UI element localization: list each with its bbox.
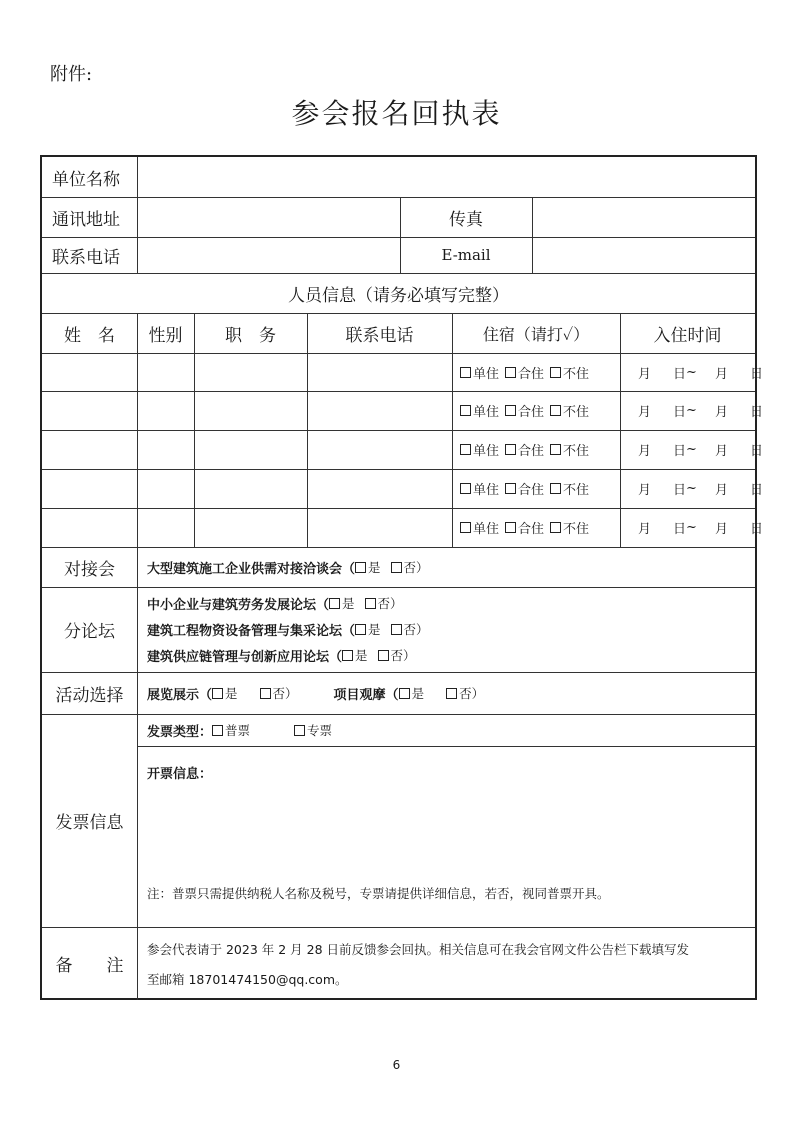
unit-name-label: 单位名称 bbox=[52, 169, 120, 190]
checkin-date-range[interactable] bbox=[620, 353, 763, 391]
forum-item bbox=[147, 617, 747, 641]
forum-no-label: 否） bbox=[403, 622, 429, 637]
checkin-date-range[interactable] bbox=[620, 469, 763, 508]
email-label: E-mail bbox=[441, 246, 491, 264]
col-title: 职 务 bbox=[225, 325, 276, 346]
person-name-field[interactable] bbox=[42, 391, 137, 430]
date-part-tilde: ~ bbox=[686, 442, 697, 457]
date-part-day: 日 bbox=[673, 444, 687, 459]
activities-options bbox=[147, 672, 747, 714]
registration-form bbox=[40, 155, 763, 1000]
checkbox-icon[interactable] bbox=[550, 367, 561, 378]
accommodation-option-label: 不住 bbox=[563, 366, 590, 382]
date-part-day: 日 bbox=[749, 483, 763, 498]
checkbox-icon[interactable] bbox=[460, 522, 471, 533]
forum-yes-checkbox[interactable] bbox=[329, 598, 340, 609]
accommodation-options bbox=[460, 508, 618, 547]
person-title-field[interactable] bbox=[194, 508, 307, 547]
remarks-line-1: 参会代表请于 2023 年 2 月 28 日前反馈参会回执。相关信息可在我会官网文件公告栏下载填写发 bbox=[147, 942, 690, 957]
visit-no-label: 否） bbox=[459, 686, 485, 701]
date-part-month: 月 bbox=[714, 405, 728, 420]
accommodation-option[interactable] bbox=[550, 401, 589, 420]
accommodation-option[interactable] bbox=[550, 363, 589, 382]
exhibition-text: 展览展示（ bbox=[147, 687, 213, 703]
person-gender-field[interactable] bbox=[137, 391, 194, 430]
invoice-type-row bbox=[147, 714, 747, 746]
checkbox-icon[interactable] bbox=[505, 444, 516, 455]
checkbox-icon[interactable] bbox=[505, 405, 516, 416]
visit-no-checkbox[interactable] bbox=[446, 688, 457, 699]
accommodation-option-label: 单住 bbox=[473, 522, 500, 537]
forum-no-checkbox[interactable] bbox=[378, 650, 389, 661]
checkbox-icon[interactable] bbox=[460, 367, 471, 378]
checkin-date-range[interactable] bbox=[620, 508, 763, 547]
date-part-day: 日 bbox=[673, 366, 687, 382]
forum-yes-checkbox[interactable] bbox=[355, 624, 366, 635]
col-phone: 联系电话 bbox=[345, 325, 414, 346]
person-name-field[interactable] bbox=[42, 508, 137, 547]
accommodation-option[interactable] bbox=[460, 440, 499, 459]
accommodation-option[interactable] bbox=[460, 401, 499, 420]
visit-yes-label: 是 bbox=[411, 686, 425, 701]
accommodation-options bbox=[460, 430, 618, 469]
forum-no-checkbox[interactable] bbox=[391, 624, 402, 635]
date-part-day: 日 bbox=[673, 405, 687, 420]
date-part-tilde: ~ bbox=[686, 364, 697, 380]
person-title-field[interactable] bbox=[194, 391, 307, 430]
exhibition-no-checkbox[interactable] bbox=[260, 688, 271, 699]
visit-text: 项目观摩（ bbox=[333, 687, 399, 703]
col-accommodation: 住宿（请打✓） bbox=[482, 324, 590, 344]
fax-label: 传真 bbox=[449, 209, 483, 230]
forum-yes-checkbox[interactable] bbox=[342, 650, 353, 661]
invoice-normal-checkbox[interactable] bbox=[212, 725, 223, 736]
forum-no-label: 否） bbox=[390, 648, 416, 663]
accommodation-option[interactable] bbox=[505, 363, 544, 382]
forum-item-text: 中小企业与建筑劳务发展论坛（ bbox=[147, 597, 330, 613]
phone-field[interactable] bbox=[147, 237, 392, 273]
visit-yes-checkbox[interactable] bbox=[399, 688, 410, 699]
person-phone-field[interactable] bbox=[307, 353, 452, 391]
date-part-tilde: ~ bbox=[686, 403, 697, 418]
page-number: 6 bbox=[392, 1058, 401, 1072]
date-part-month: 月 bbox=[714, 444, 728, 459]
accommodation-option[interactable] bbox=[550, 479, 589, 498]
accommodation-options bbox=[460, 469, 618, 508]
date-part-month: 月 bbox=[638, 366, 652, 382]
invoice-info-label: 开票信息： bbox=[147, 766, 213, 782]
date-part-month: 月 bbox=[714, 366, 728, 382]
address-label: 通讯地址 bbox=[52, 209, 120, 230]
forum-yes-label: 是 bbox=[368, 622, 381, 637]
matchmaking-no-label: 否） bbox=[403, 560, 429, 575]
forum-item bbox=[147, 643, 747, 667]
matchmaking-yes-checkbox[interactable] bbox=[355, 562, 366, 573]
person-phone-field[interactable] bbox=[307, 430, 452, 469]
accommodation-option-label: 合住 bbox=[518, 405, 545, 420]
accommodation-options bbox=[460, 391, 618, 430]
forum-yes-label: 是 bbox=[342, 596, 355, 611]
date-part-month: 月 bbox=[638, 483, 652, 498]
accommodation-option-label: 合住 bbox=[518, 522, 545, 537]
forum-yes-label: 是 bbox=[355, 648, 368, 663]
date-part-day: 日 bbox=[673, 522, 687, 537]
checkbox-icon[interactable] bbox=[505, 367, 516, 378]
date-part-tilde: ~ bbox=[686, 520, 697, 535]
accommodation-option[interactable] bbox=[550, 440, 589, 459]
checkbox-icon[interactable] bbox=[550, 444, 561, 455]
accommodation-option[interactable] bbox=[505, 401, 544, 420]
invoice-special-checkbox[interactable] bbox=[294, 725, 305, 736]
invoice-special-label: 专票 bbox=[307, 723, 333, 738]
matchmaking-no-checkbox[interactable] bbox=[391, 562, 402, 573]
attachment-label: 附件: bbox=[50, 64, 93, 85]
checkbox-icon[interactable] bbox=[550, 405, 561, 416]
accommodation-option-label: 不住 bbox=[563, 522, 590, 537]
address-field[interactable] bbox=[147, 197, 392, 237]
invoice-info-field[interactable] bbox=[147, 787, 747, 877]
person-gender-field[interactable] bbox=[137, 353, 194, 391]
date-part-month: 月 bbox=[714, 522, 728, 537]
date-part-month: 月 bbox=[714, 483, 728, 498]
invoice-type-label: 发票类型： bbox=[147, 724, 213, 740]
accommodation-option[interactable] bbox=[460, 363, 499, 382]
accommodation-option-label: 合住 bbox=[518, 366, 545, 382]
person-gender-field[interactable] bbox=[137, 508, 194, 547]
checkbox-icon[interactable] bbox=[550, 483, 561, 494]
forum-item-text: 建筑工程物资设备管理与集采论坛（ bbox=[147, 623, 356, 639]
accommodation-option[interactable] bbox=[460, 518, 499, 537]
checkbox-icon[interactable] bbox=[550, 522, 561, 533]
accommodation-option[interactable] bbox=[505, 440, 544, 459]
invoice-note: 注：普票只需提供纳税人名称及税号，专票请提供详细信息，若否，视同普票开具。 bbox=[147, 886, 610, 901]
accommodation-option[interactable] bbox=[505, 479, 544, 498]
person-name-field[interactable] bbox=[42, 430, 137, 469]
col-checkin-date: 入住时间 bbox=[653, 325, 722, 346]
date-part-tilde: ~ bbox=[686, 481, 697, 496]
forum-item-text: 建筑供应链管理与创新应用论坛（ bbox=[147, 649, 343, 665]
accommodation-option-label: 不住 bbox=[563, 405, 590, 420]
phone-label: 联系电话 bbox=[52, 247, 120, 268]
forum-no-label: 否） bbox=[377, 596, 403, 611]
accommodation-options bbox=[460, 353, 618, 391]
remarks-label: 备 注 bbox=[55, 956, 124, 976]
accommodation-option-label: 不住 bbox=[563, 444, 590, 459]
checkin-date-range[interactable] bbox=[620, 430, 763, 469]
matchmaking-label: 对接会 bbox=[64, 559, 115, 580]
accommodation-option[interactable] bbox=[550, 518, 589, 537]
fax-field[interactable] bbox=[540, 197, 750, 237]
person-title-field[interactable] bbox=[194, 353, 307, 391]
person-phone-field[interactable] bbox=[307, 508, 452, 547]
checkbox-icon[interactable] bbox=[460, 444, 471, 455]
exhibition-no-label: 否） bbox=[272, 686, 298, 701]
person-phone-field[interactable] bbox=[307, 391, 452, 430]
accommodation-option-label: 不住 bbox=[563, 483, 590, 498]
person-title-field[interactable] bbox=[194, 469, 307, 508]
unit-name-field[interactable] bbox=[147, 157, 747, 197]
invoice-label: 发票信息 bbox=[55, 813, 124, 833]
person-gender-field[interactable] bbox=[137, 430, 194, 469]
person-name-field[interactable] bbox=[42, 469, 137, 508]
matchmaking-item bbox=[147, 547, 747, 587]
date-part-day: 日 bbox=[749, 366, 763, 382]
accommodation-option[interactable] bbox=[460, 479, 499, 498]
person-name-field[interactable] bbox=[42, 353, 137, 391]
accommodation-option-label: 单住 bbox=[473, 366, 500, 382]
accommodation-option-label: 单住 bbox=[473, 444, 500, 459]
person-phone-field[interactable] bbox=[307, 469, 452, 508]
accommodation-option[interactable] bbox=[505, 518, 544, 537]
checkin-date-range[interactable] bbox=[620, 391, 763, 430]
email-field[interactable] bbox=[540, 237, 750, 273]
forum-no-checkbox[interactable] bbox=[365, 598, 376, 609]
checkbox-icon[interactable] bbox=[505, 483, 516, 494]
accommodation-option-label: 单住 bbox=[473, 483, 500, 498]
col-gender: 性别 bbox=[148, 325, 183, 346]
checkbox-icon[interactable] bbox=[460, 405, 471, 416]
date-part-month: 月 bbox=[638, 405, 652, 420]
accommodation-option-label: 单住 bbox=[473, 405, 500, 420]
col-name: 姓 名 bbox=[64, 325, 115, 346]
date-part-day: 日 bbox=[749, 522, 763, 537]
matchmaking-text: 大型建筑施工企业供需对接洽谈会（ bbox=[147, 561, 356, 577]
forums-label: 分论坛 bbox=[64, 622, 115, 642]
page-title: 参会报名回执表 bbox=[291, 97, 502, 130]
invoice-normal-label: 普票 bbox=[225, 723, 251, 738]
date-part-day: 日 bbox=[749, 405, 763, 420]
person-gender-field[interactable] bbox=[137, 469, 194, 508]
date-part-month: 月 bbox=[638, 522, 652, 537]
exhibition-yes-label: 是 bbox=[225, 686, 238, 701]
person-title-field[interactable] bbox=[194, 430, 307, 469]
checkbox-icon[interactable] bbox=[505, 522, 516, 533]
exhibition-yes-checkbox[interactable] bbox=[212, 688, 223, 699]
activities-label: 活动选择 bbox=[55, 685, 124, 706]
date-part-month: 月 bbox=[638, 444, 652, 459]
date-part-day: 日 bbox=[749, 444, 763, 459]
accommodation-option-label: 合住 bbox=[518, 444, 545, 459]
matchmaking-yes-label: 是 bbox=[368, 560, 381, 575]
accommodation-option-label: 合住 bbox=[518, 483, 545, 498]
date-part-day: 日 bbox=[673, 483, 687, 498]
remarks-line-2: 至邮箱 18701474150@qq.com。 bbox=[147, 972, 348, 987]
forum-item bbox=[147, 591, 747, 615]
checkbox-icon[interactable] bbox=[460, 483, 471, 494]
personnel-section-title: 人员信息（请务必填写完整） bbox=[288, 285, 509, 306]
